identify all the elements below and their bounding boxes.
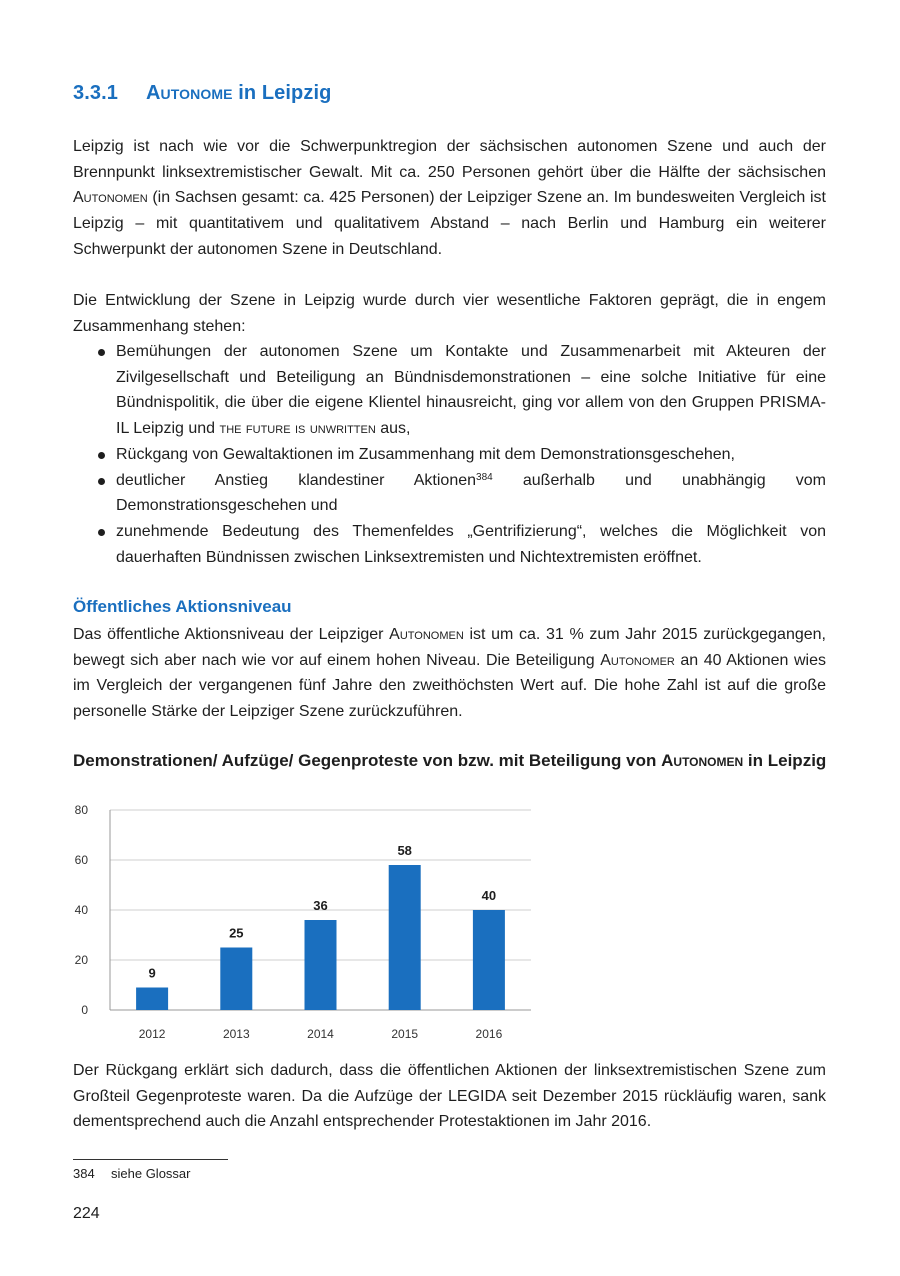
x-tick-label: 2016: [475, 1027, 503, 1041]
term-autonomer: Autonomer: [600, 651, 675, 669]
subheading-aktionsniveau: Öffentliches Aktionsniveau: [73, 597, 292, 616]
y-tick-label: 80: [74, 803, 88, 817]
bullet-dot: [98, 349, 105, 356]
chart-title-text-1: Demonstrationen/ Aufzüge/ Gegenproteste von bzw. mit Beteiligung von: [73, 751, 662, 770]
bar: [305, 920, 337, 1010]
paragraph-aktionsniveau-text-2: ist um ca. 31 % zum Jahr 2015 zurückgegangen, bewegt sich aber nach wie vor auf einem hohen Niveau. Die Beteiligung: [73, 626, 826, 669]
list-item: [73, 519, 826, 570]
paragraph-aktionsniveau: [73, 622, 826, 725]
page-number: 224: [73, 1205, 100, 1222]
y-tick-label: 40: [74, 903, 88, 917]
term-the-future-is-unwritten: the future is unwritten: [219, 420, 376, 438]
x-tick-label: 2015: [391, 1027, 419, 1041]
footnote-number: 384: [73, 1166, 95, 1181]
section-heading: [73, 82, 331, 105]
bar: [220, 948, 252, 1011]
bar-chart: [73, 796, 553, 1056]
term-autonomen: Autonomen: [389, 626, 464, 643]
list-item-text-end: aus,: [375, 420, 411, 438]
data-label: 9: [148, 965, 156, 981]
list-item-text: Bemühungen der autonomen Szene um Kontakte und Zusammenarbeit mit Akteuren der Zivilgesellschaft und Beteiligung an Bündnisdemonstrationen – eine solche Initiative für eine Bündnispolitik, die über die eigene Klientel hinausreicht, ging vor allem von den Gruppen PRISMA-IL Leipzig und: [116, 343, 826, 438]
chart-title-smallcaps: Autonomen: [661, 751, 744, 770]
bullet-dot: [98, 452, 105, 459]
list-item: [73, 468, 826, 519]
section-number: 3.3.1: [73, 82, 118, 104]
list-item-text: Rückgang von Gewaltaktionen im Zusammenhang mit dem Demonstrationsgeschehen,: [116, 445, 735, 463]
factor-list: [73, 339, 826, 570]
data-label: 25: [229, 925, 244, 941]
paragraph-aktionsniveau-text-3: an 40 Aktionen wies im Vergleich der vergangenen fünf Jahre den zweithöchsten Wert auf. Die hohe Zahl ist auf die große personelle Stärke der Leipziger Szene zurückzuführen.: [73, 651, 826, 721]
x-tick-label: 2014: [307, 1027, 334, 1041]
chart-title-text-2: in Leipzig: [743, 751, 827, 770]
list-item-text-end: außerhalb und unabhängig vom Demonstrationsgeschehen und: [116, 471, 827, 515]
paragraph-intro-text-2: (in Sachsen gesamt: ca. 425 Personen) der Leipziger Szene an. Im bundesweiten Vergleich ist Leipzig – mit quantitativem und qualitativem Abstand – nach Berlin und Hamburg ein weiterer Schwerpunkt der autonomen Szene in Deutschland.: [73, 189, 826, 258]
footnote-divider: [73, 1159, 228, 1160]
list-item-text: zunehmende Bedeutung des Themenfeldes „Gentrifizierung“, welches die Möglichkeit von dauerhaften Bündnissen zwischen Linksextremisten und Nichtextremisten eröffnet.: [116, 522, 826, 566]
y-tick-label: 0: [81, 1003, 88, 1017]
paragraph-intro: [73, 134, 826, 263]
paragraph-aktionsniveau-text-1: Das öffentliche Aktionsniveau der Leipziger: [73, 626, 390, 643]
bar: [136, 988, 168, 1011]
term-autonomen: Autonomen: [73, 189, 148, 207]
bar: [473, 910, 505, 1010]
section-title-smallcaps: Autonome: [146, 82, 233, 104]
footnote: [73, 1166, 190, 1181]
paragraph-intro-text-1: Leipzig ist nach wie vor die Schwerpunktregion der sächsischen autonomen Szene und auch der Brennpunkt linksextremistischer Gewalt. Mit ca. 250 Personen gehört über die Hälfte der sächsischen: [73, 138, 826, 181]
bullet-dot: [98, 529, 105, 536]
section-title-rest: in Leipzig: [232, 82, 332, 104]
list-item: [73, 339, 826, 442]
bar: [389, 865, 421, 1010]
x-tick-label: 2013: [222, 1027, 250, 1041]
x-tick-label: 2012: [138, 1027, 166, 1041]
chart-title: [73, 751, 826, 771]
y-tick-label: 60: [74, 853, 88, 867]
paragraph-rueckgang: Der Rückgang erklärt sich dadurch, dass die öffentlichen Aktionen der linksextremistischen Szene zum Großteil Gegenproteste waren. Da die Aufzüge der LEGIDA seit Dezember 2015 rückläufig waren, sank dementsprechend auch die Anzahl entsprechender Protestaktionen im Jahr 2016.: [73, 1062, 826, 1131]
bullet-dot: [98, 478, 105, 485]
data-label: 58: [397, 843, 412, 858]
list-item-text: deutlicher Anstieg klandestiner Aktionen: [116, 471, 477, 489]
data-label: 36: [313, 898, 328, 913]
footnote-text: siehe Glossar: [111, 1166, 191, 1181]
footnote-reference: 384: [476, 471, 493, 483]
list-item: [73, 442, 826, 468]
y-tick-label: 20: [74, 953, 88, 967]
paragraph-factors: Die Entwicklung der Szene in Leipzig wurde durch vier wesentliche Faktoren geprägt, die in engem Zusammenhang stehen:: [73, 292, 826, 335]
data-label: 40: [481, 888, 497, 903]
